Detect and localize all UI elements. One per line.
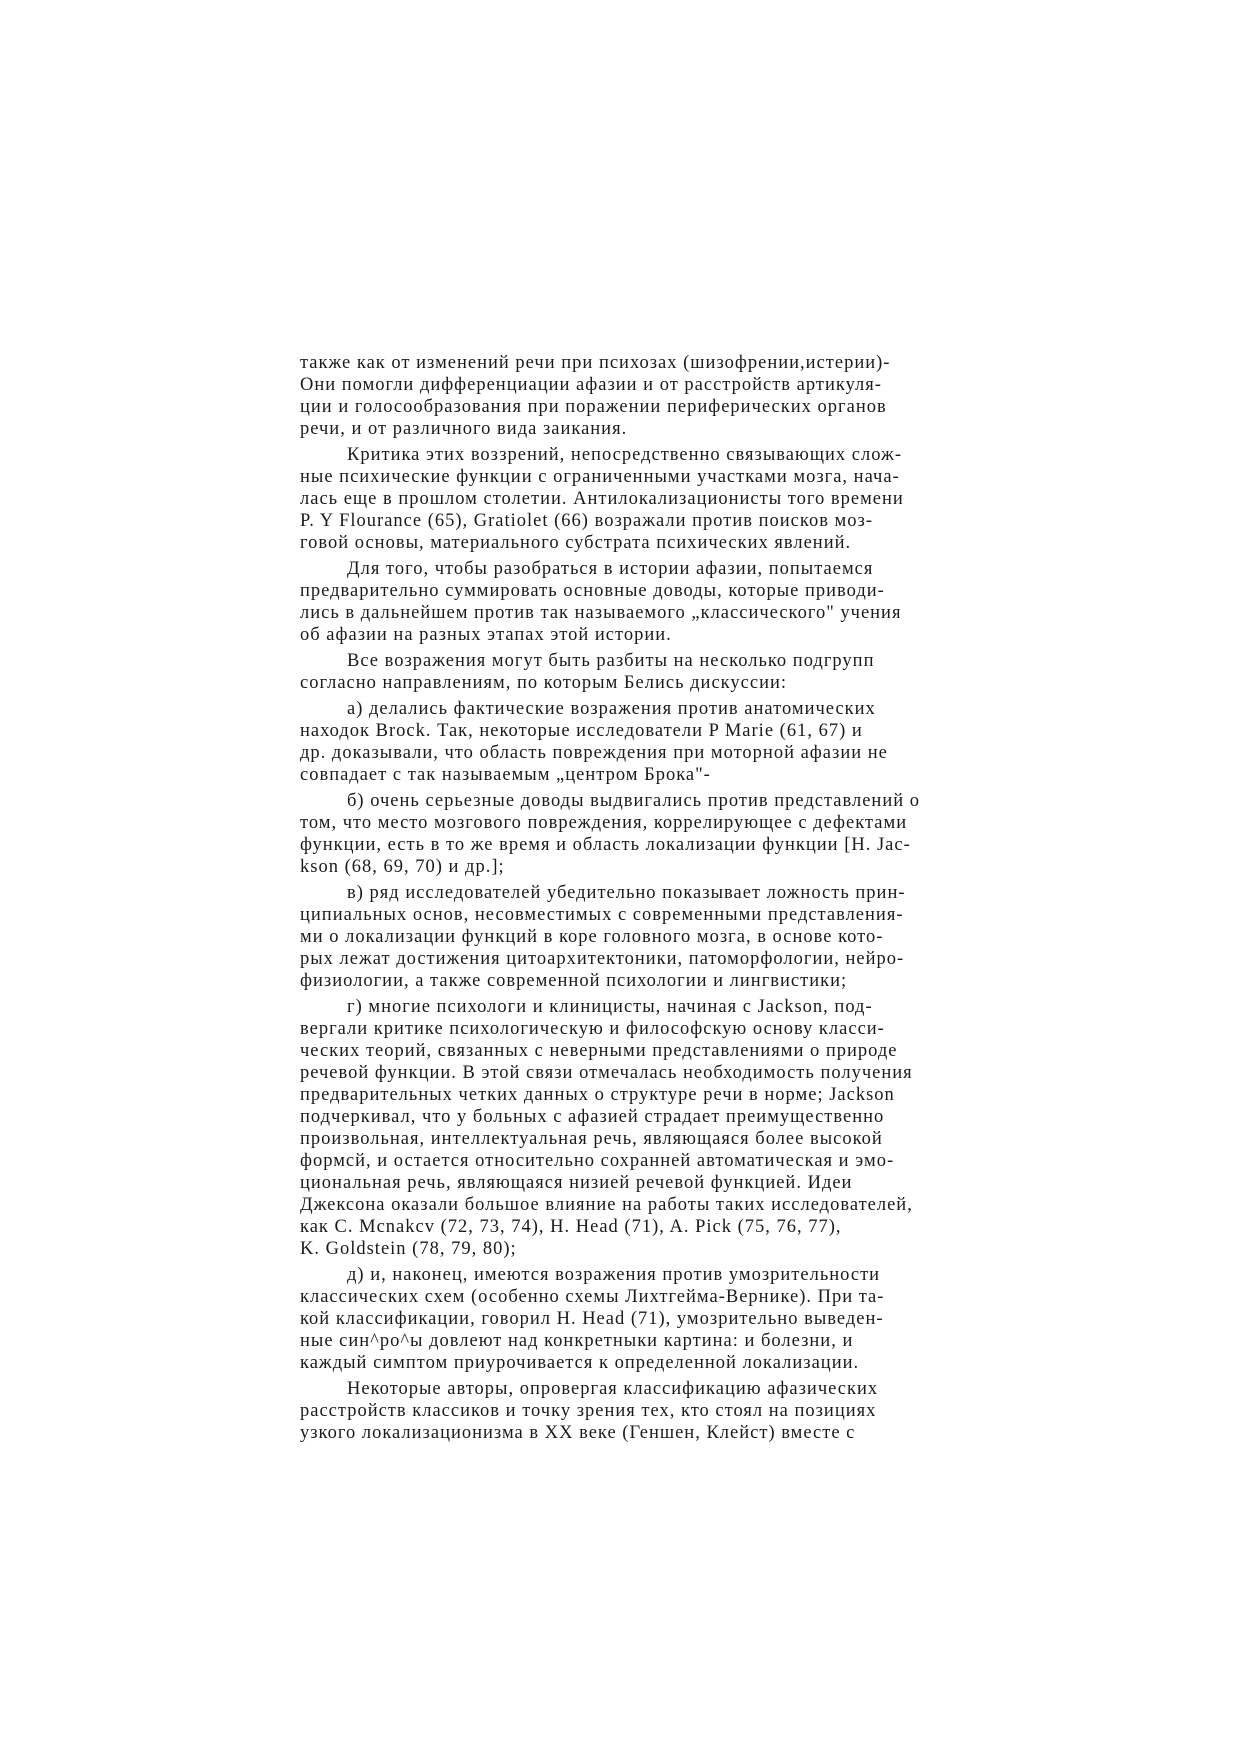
text-line: предварительно суммировать основные доводы, которые приводи- [300,581,885,601]
text-line: лись в дальнейшем против так называемого „классического" учения [300,603,902,623]
text-line: физиологии, а также современной психологии и лингвистики; [300,971,848,991]
text-line: речи, и от различного вида заикания. [300,419,628,439]
text-line: предварительных четких данных о структуре речи в норме; Jackson [300,1085,895,1105]
text-line: ципиальных основ, несовместимых с современными представления- [300,905,904,925]
text-line: вергали критике психологическую и философскую основу класси- [300,1019,885,1039]
text-line: том, что место мозгового повреждения, коррелирующее с дефектами [300,813,908,833]
text-line: ческих теорий, связанных с неверными представлениями о природе [300,1041,898,1061]
text-line: в) ряд исследователей убедительно показывает ложность прин- [347,883,906,903]
text-line: речевой функции. В этой связи отмечалась необходимость получения [300,1063,913,1083]
text-line: формсй, и остается относительно сохранней автоматическая и эмо- [300,1151,895,1171]
text-line: каждый симптом приурочивается к определенной локализации. [300,1353,860,1373]
text-line: как C. Mcnakcv (72, 73, 74), H. Head (71), A. Pick (75, 76, 77), [300,1217,842,1237]
text-line: находок Brock. Так, некоторые исследователи P Marie (61, 67) и [300,721,863,741]
text-line: P. Y Flourance (65), Gratiolet (66) возражали против поисков моз- [300,511,873,531]
text-line: ции и голосообразования при поражении периферических органов [300,397,887,417]
text-line: б) очень серьезные доводы выдвигались против представлений о [347,791,921,811]
text-line: функции, есть в то же время и область локализации функции [H. Jac- [300,835,911,855]
text-line: Джексона оказали большое влияние на работы таких исследователей, [300,1195,913,1215]
text-line: kson (68, 69, 70) и др.]; [300,857,505,877]
text-line: также как от изменений речи при психозах (шизофрении,истерии)- [300,353,891,373]
text-line: г) многие психологи и клиницисты, начиная с Jackson, под- [347,997,873,1017]
text-line: кой классификации, говорил H. Head (71), умозрительно выведен- [300,1309,884,1329]
text-line: Для того, чтобы разобраться в истории афазии, попытаемся [347,559,874,579]
text-line: ные син^ро^ы довлеют над конкретныки картина: и болезни, и [300,1331,854,1351]
text-line: Некоторые авторы, опровергая классификацию афазических [347,1379,879,1399]
text-line: ми о локализации функций в коре головного мозга, в основе кото- [300,927,884,947]
text-line: Критика этих воззрений, непосредственно связывающих слож- [347,445,902,465]
text-line: говой основы, материального субстрата психических явлений. [300,533,852,553]
text-line: совпадает с так называемым „центром Брока"- [300,765,711,785]
text-line: согласно направлениям, по которым Белись дискуссии: [300,673,788,693]
text-line: классических схем (особенно схемы Лихтгейма-Вернике). При та- [300,1287,885,1307]
text-line: д) и, наконец, имеются возражения против умозрительности [347,1265,881,1285]
text-line: рых лежат достижения цитоархитектоники, патоморфологии, нейро- [300,949,905,969]
text-line: Они помогли дифференциации афазии и от расстройств артикуля- [300,375,882,395]
text-line: об афазии на разных этапах этой истории. [300,625,672,645]
text-line: ные психические функции с ограниченными участками мозга, нача- [300,467,900,487]
text-line: узкого локализационизма в XX веке (Геншен, Клейст) вместе с [300,1423,856,1443]
text-line: циональная речь, являющаяся низией речевой функцией. Идеи [300,1173,853,1193]
text-line: K. Goldstein (78, 79, 80); [300,1239,517,1259]
text-line: произвольная, интеллектуальная речь, являющаяся более высокой [300,1129,883,1149]
text-line: подчеркивал, что у больных с афазией страдает преимущественно [300,1107,885,1127]
text-line: Все возражения могут быть разбиты на несколько подгрупп [347,651,875,671]
text-line: а) делались фактические возражения против анатомических [347,699,876,719]
text-line: лась еще в прошлом столетии. Антилокализационисты того времени [300,489,904,509]
text-line: расстройств классиков и точку зрения тех, кто стоял на позициях [300,1401,877,1421]
text-line: др. доказывали, что область повреждения при моторной афазии не [300,743,888,763]
